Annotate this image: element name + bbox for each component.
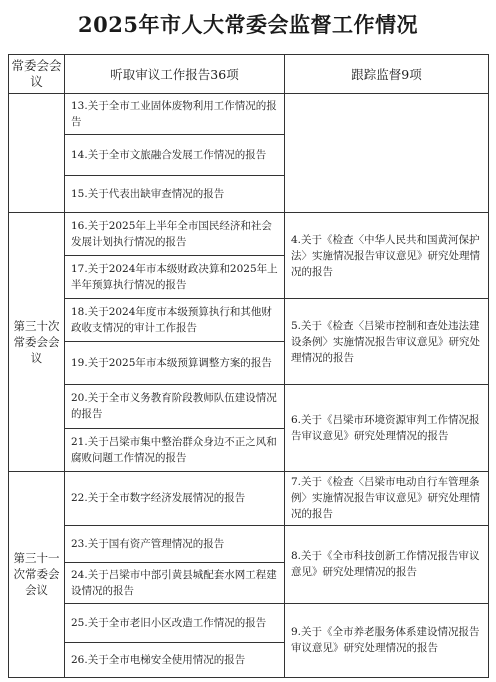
page-title: 2025年市人大常委会监督工作情况	[78, 12, 418, 37]
report-item: 21.关于吕梁市集中整治群众身边不正之风和腐败问题工作情况的报告	[65, 428, 285, 471]
session-cell-blank	[9, 94, 65, 213]
table-row	[9, 471, 489, 525]
report-item: 15.关于代表出缺审查情况的报告	[65, 176, 285, 213]
report-item: 24.关于吕梁市中部引黄县城配套水网工程建设情况的报告	[65, 562, 285, 603]
tracking-cell-blank	[285, 94, 489, 213]
table-row	[9, 525, 489, 562]
supervision-table	[8, 54, 489, 678]
session-30: 第三十次常委会会议	[9, 213, 65, 472]
report-item: 25.关于全市老旧小区改造工作情况的报告	[65, 603, 285, 642]
tracking-item: 7.关于《检查〈吕梁市电动自行车管理条例〉实施情况报告审议意见》研究处理情况的报告	[285, 471, 489, 525]
report-item: 22.关于全市数字经济发展情况的报告	[65, 471, 285, 525]
table-row	[9, 385, 489, 428]
report-item: 26.关于全市电梯安全使用情况的报告	[65, 642, 285, 677]
report-item: 14.关于全市文旅融合发展工作情况的报告	[65, 135, 285, 176]
report-item: 16.关于2025年上半年全市国民经济和社会发展计划执行情况的报告	[65, 213, 285, 256]
header-meeting: 常委会会议	[9, 55, 65, 94]
header-row	[9, 55, 489, 94]
report-item: 20.关于全市义务教育阶段教师队伍建设情况的报告	[65, 385, 285, 428]
tracking-item: 4.关于《检查〈中华人民共和国黄河保护法〉实施情况报告审议意见》研究处理情况的报告	[285, 213, 489, 299]
table-row	[9, 603, 489, 642]
table-row	[9, 213, 489, 256]
tracking-item: 6.关于《吕梁市环境资源审判工作情况报告审议意见》研究处理情况的报告	[285, 385, 489, 471]
tracking-item: 5.关于《检查〈吕梁市控制和查处违法建设条例〉实施情况报告审议意见》研究处理情况的报告	[285, 299, 489, 385]
session-31: 第三十一次常委会会议	[9, 471, 65, 677]
tracking-item: 8.关于《全市科技创新工作情况报告审议意见》研究处理情况的报告	[285, 525, 489, 603]
report-item: 17.关于2024年市本级财政决算和2025年上半年预算执行情况的报告	[65, 256, 285, 299]
report-item: 18.关于2024年度市本级预算执行和其他财政收支情况的审计工作报告	[65, 299, 285, 342]
report-item: 13.关于全市工业固体废物利用工作情况的报告	[65, 94, 285, 135]
table-row	[9, 299, 489, 342]
report-item: 19.关于2025年市本级预算调整方案的报告	[65, 342, 285, 385]
tracking-item: 9.关于《全市养老服务体系建设情况报告审议意见》研究处理情况的报告	[285, 603, 489, 677]
header-reports: 听取审议工作报告36项	[65, 55, 285, 94]
header-tracking: 跟踪监督9项	[285, 55, 489, 94]
report-item: 23.关于国有资产管理情况的报告	[65, 525, 285, 562]
table-row	[9, 94, 489, 135]
